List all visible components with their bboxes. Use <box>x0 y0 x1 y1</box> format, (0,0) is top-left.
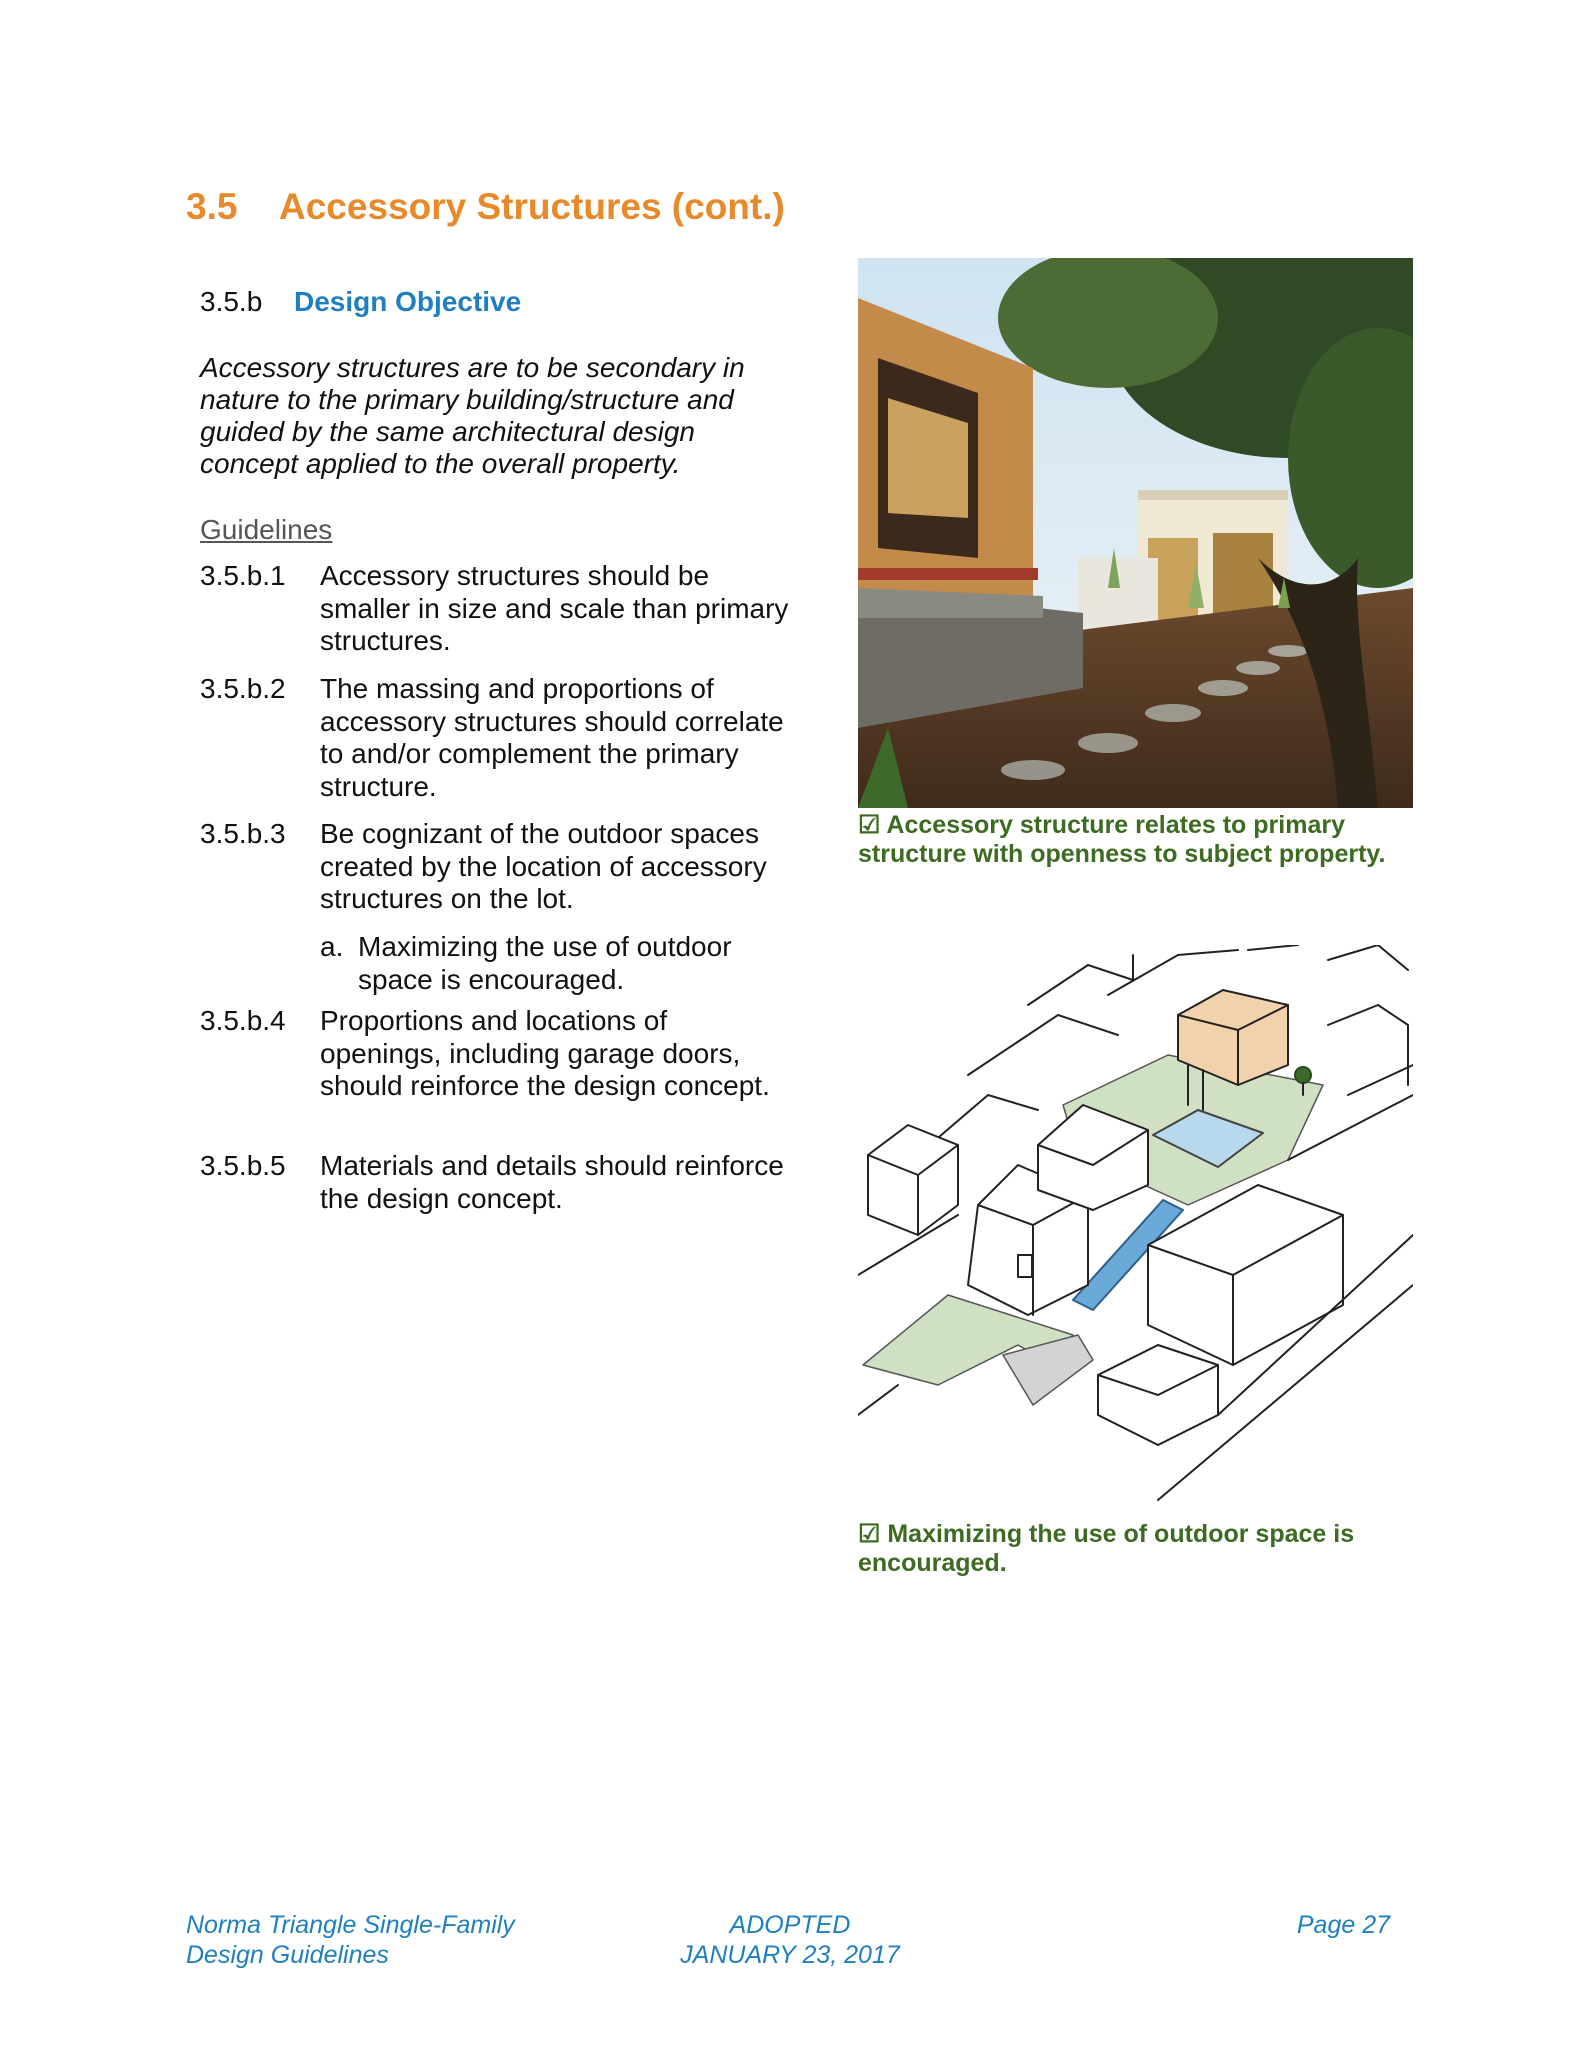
guidelines-heading: Guidelines <box>200 514 333 545</box>
accessory-structure-photo <box>858 258 1413 808</box>
subsection-number: 3.5.b <box>200 286 263 317</box>
guideline-number: 3.5.b.3 <box>200 818 286 849</box>
guideline-text: Materials and details should reinforce the design concept. <box>320 1150 784 1214</box>
guideline-sub-item <box>320 931 790 996</box>
photo-caption: ☑ Accessory structure relates to primary structure with openness to subject property. <box>858 811 1386 868</box>
site-plan-sketch <box>858 945 1413 1505</box>
subsection-title <box>200 286 521 318</box>
footer-page-number: Page 27 <box>1296 1911 1390 1939</box>
guideline-text: Proportions and locations of openings, including garage doors, should reinforce the design concept. <box>320 1005 770 1101</box>
footer-adopted-label: ADOPTED <box>729 1911 851 1939</box>
guideline-text: Be cognizant of the outdoor spaces created by the location of accessory structures on the lot. <box>320 818 767 914</box>
section-number: 3.5 <box>186 186 238 227</box>
guideline-item <box>200 1150 790 1215</box>
guideline-number: 3.5.b.4 <box>200 1005 286 1036</box>
guideline-number: 3.5.b.5 <box>200 1150 286 1181</box>
design-objective-text: Accessory structures are to be secondary in nature to the primary building/structure and guided by the same architectural design concept applied to the overall property. <box>200 352 745 479</box>
guideline-item <box>200 673 790 803</box>
sub-item-label: a. <box>320 931 344 962</box>
guideline-text: Accessory structures should be smaller in size and scale than primary structures. <box>320 560 789 656</box>
footer-title-line2: Design Guidelines <box>186 1941 389 1969</box>
sub-item-text: Maximizing the use of outdoor space is encouraged. <box>358 931 732 995</box>
guideline-text: The massing and proportions of accessory structures should correlate to and/or complement the primary structure. <box>320 673 784 802</box>
footer-document-title <box>186 1910 515 1970</box>
section-title-text: Accessory Structures (cont.) <box>279 186 785 227</box>
guideline-item <box>200 1005 790 1103</box>
section-title <box>186 186 785 228</box>
footer-title-line1: Norma Triangle Single-Family <box>186 1911 515 1939</box>
subsection-title-text: Design Objective <box>294 286 522 317</box>
guideline-number: 3.5.b.1 <box>200 560 286 591</box>
sketch-caption: ☑ Maximizing the use of outdoor space is encouraged. <box>858 1520 1355 1577</box>
guideline-item <box>200 818 790 916</box>
guideline-number: 3.5.b.2 <box>200 673 286 704</box>
guideline-item <box>200 560 790 658</box>
footer-adoption-date <box>670 1910 910 1970</box>
footer-date: JANUARY 23, 2017 <box>680 1941 900 1969</box>
